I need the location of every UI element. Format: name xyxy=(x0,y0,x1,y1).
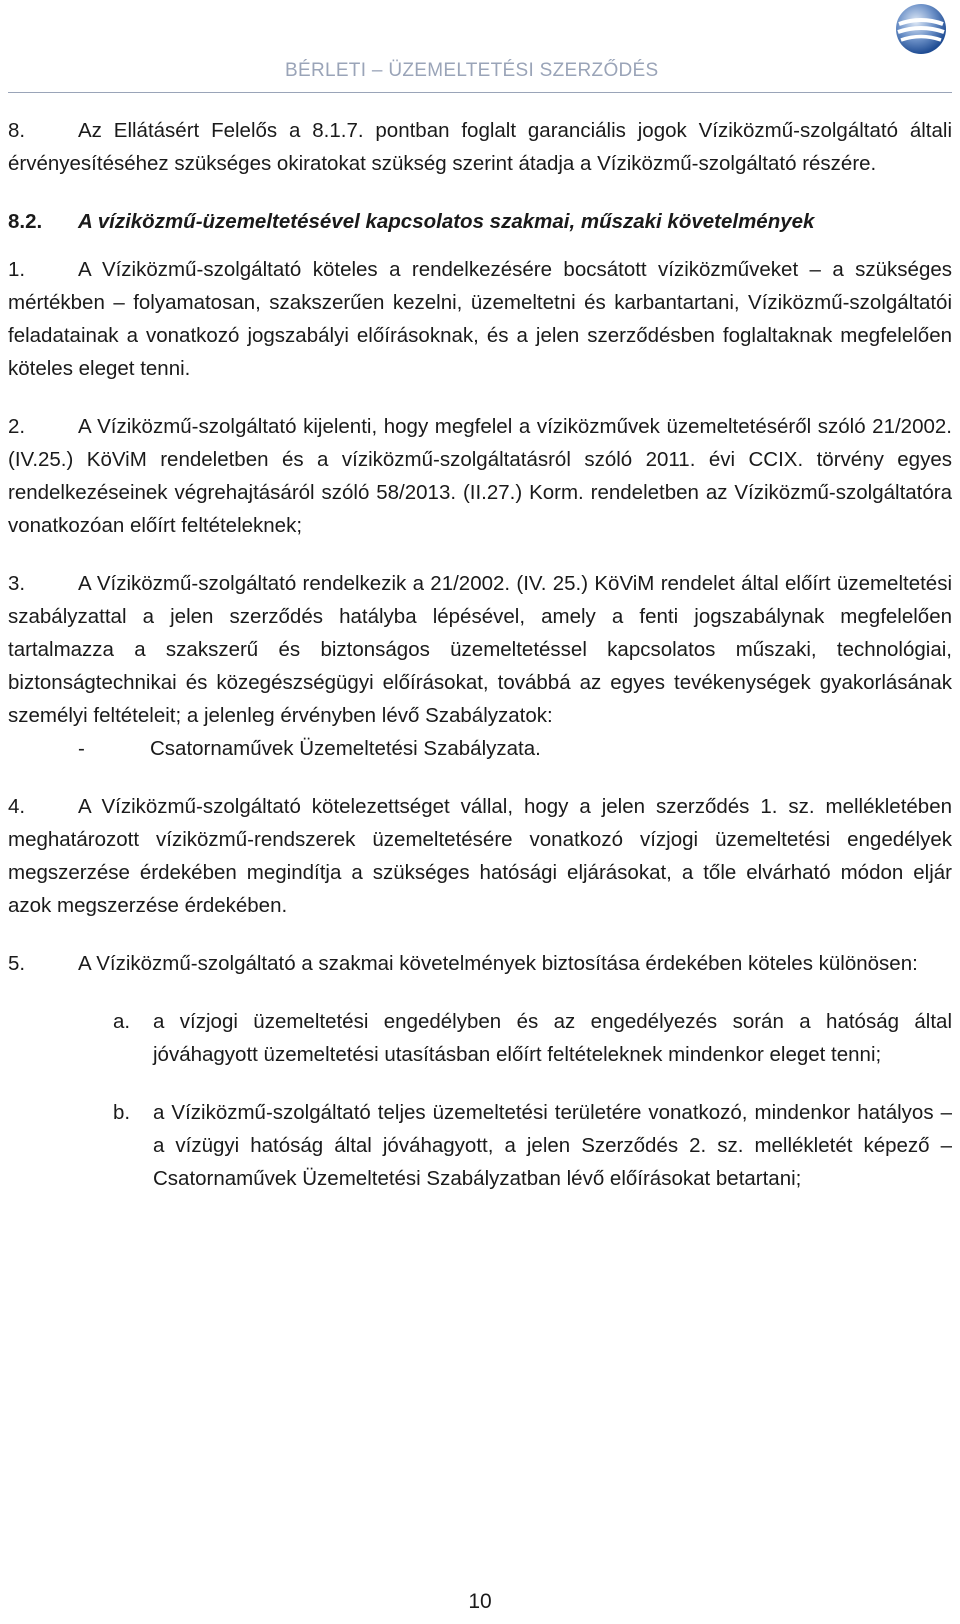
paragraph-number: 8. xyxy=(8,119,26,142)
sub-item-a xyxy=(8,1005,952,1071)
dash-marker: - xyxy=(78,737,85,760)
paragraph-text: A Víziközmű-szolgáltató a szakmai követelmények biztosítása érdekében köteles különösen: xyxy=(78,952,918,975)
paragraph-number: 5. xyxy=(8,952,26,975)
page-header xyxy=(0,0,960,96)
paragraph-number: 1. xyxy=(8,258,26,281)
paragraph-text: A Víziközmű-szolgáltató köteles a rendelkezésére bocsátott víziközműveket – a szükséges mértékben – folyamatosan, szakszerűen kezelni, üzemeltetni és karbantartani, Víziközmű-szolgáltatói feladatainak a vonatkozó jogszabályi előírásoknak, és a jelen szerződésben foglaltaknak megfelelően köteles eleget tenni. xyxy=(8,258,952,380)
paragraph-4 xyxy=(8,790,952,922)
section-heading-8-2 xyxy=(8,205,952,238)
sub-item-b xyxy=(8,1096,952,1195)
paragraph-2 xyxy=(8,410,952,542)
document-body xyxy=(8,114,952,1195)
paragraph-number: 2. xyxy=(8,415,26,438)
list-item-text: Csatornaművek Üzemeltetési Szabályzata. xyxy=(150,737,541,760)
paragraph-text: A Víziközmű-szolgáltató kijelenti, hogy megfelel a víziközművek üzemeltetéséről szóló 21/2002. (IV.25.) KöViM rendeletben és a víziközmű-szolgáltatásról szóló 2011. évi CCIX. törvény egyes rendelkezéseinek végrehajtásáról szóló 58/2013. (II.27.) Korm. rendeletben az Víziközmű-szolgáltatóra vonatkozóan előírt feltételeknek; xyxy=(8,415,952,537)
sub-item-marker: a. xyxy=(113,1010,131,1033)
list-item xyxy=(8,732,952,765)
paragraph-text: Az Ellátásért Felelős a 8.1.7. pontban foglalt garanciális jogok Víziközmű-szolgáltató általi érvényesítéséhez szükséges okiratokat szükség szerint átadja a Víziközmű-szolgáltató részére. xyxy=(8,119,952,175)
sub-item-text: a Víziközmű-szolgáltató teljes üzemeltetési területére vonatkozó, mindenkor hatályos – a vízügyi hatóság által jóváhagyott, a jelen Szerződés 2. sz. mellékletét képező – Csatornaművek Üzemeltetési Szabályzatban lévő előírásokat betartani; xyxy=(153,1101,952,1190)
paragraph-number: 4. xyxy=(8,795,26,818)
paragraph-1 xyxy=(8,253,952,385)
paragraph-5 xyxy=(8,947,952,980)
paragraph-3 xyxy=(8,567,952,732)
heading-number: 8.2. xyxy=(8,210,43,233)
paragraph-number: 3. xyxy=(8,572,26,595)
header-title: BÉRLETI – ÜZEMELTETÉSI SZERZŐDÉS xyxy=(285,60,659,81)
water-globe-logo-icon xyxy=(894,2,948,56)
heading-text: A víziközmű-üzemeltetésével kapcsolatos szakmai, műszaki követelmények xyxy=(78,210,815,233)
paragraph-text: A Víziközmű-szolgáltató rendelkezik a 21/2002. (IV. 25.) KöViM rendelet által előírt üzemeltetési szabályzattal a jelen szerződés hatályba lépésével, amely a fenti jogszabálynak megfelelően tartalmazza a szakszerű és biztonságos üzemeltetéssel kapcsolatos műszaki, technológiai, biztonságtechnikai és közegészségügyi előírásokat, továbbá az egyes tevékenységek gyakorlásának személyi feltételeit; a jelenleg érvényben lévő Szabályzatok: xyxy=(8,572,952,727)
paragraph-8 xyxy=(8,114,952,180)
header-divider xyxy=(8,92,952,93)
sub-item-text: a vízjogi üzemeltetési engedélyben és az engedélyezés során a hatóság által jóváhagyott üzemeltetési utasításban előírt feltételeknek mindenkor eleget tenni; xyxy=(153,1010,952,1066)
sub-item-marker: b. xyxy=(113,1101,131,1124)
page-number: 10 xyxy=(468,1590,492,1613)
paragraph-text: A Víziközmű-szolgáltató kötelezettséget vállal, hogy a jelen szerződés 1. sz. mellékletében meghatározott víziközmű-rendszerek üzemeltetésére vonatkozó vízjogi üzemeltetési engedélyek megszerzése érdekében megindítja a szükséges hatósági eljárásokat, a tőle elvárható módon eljár azok megszerzése érdekében. xyxy=(8,795,952,917)
